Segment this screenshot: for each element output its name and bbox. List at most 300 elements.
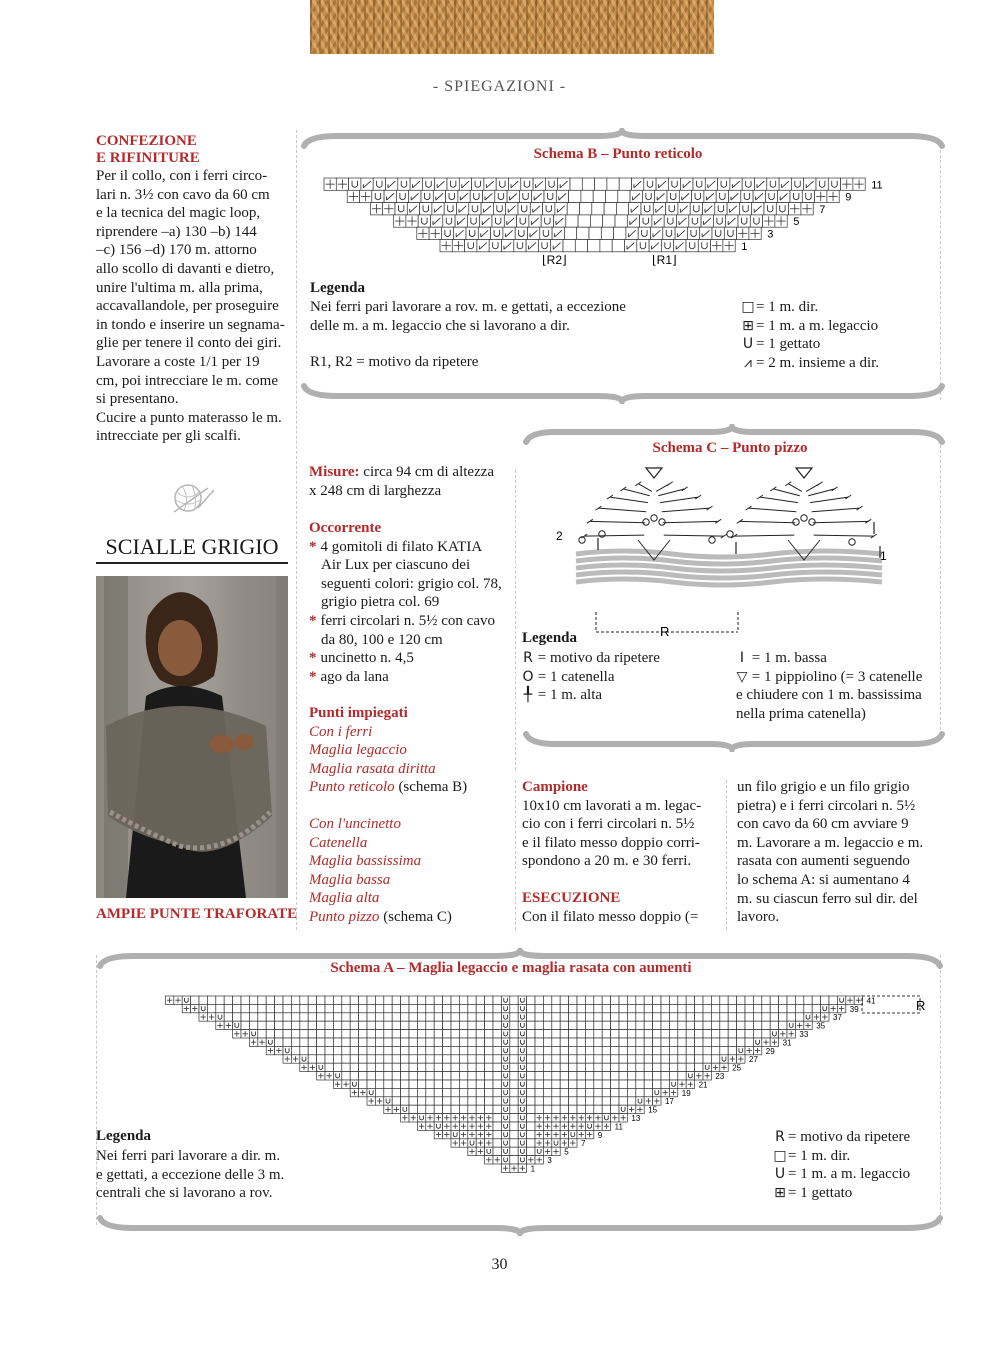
chart-cell [510,1139,518,1147]
chart-cell [636,1097,644,1105]
chart-cell [495,190,507,202]
row-number-label: 17 [665,1097,674,1107]
chart-cell [443,1038,451,1046]
chart-cell [686,1021,694,1029]
chart-cell [409,1046,417,1054]
chart-cell [401,1004,409,1012]
chart-cell [485,1088,493,1096]
chart-cell [199,1004,207,1012]
chart-cell [485,1055,493,1063]
chart-cell [689,215,701,227]
chart-cell [350,1030,358,1038]
chart-cell [451,996,459,1004]
chart-cell [384,1013,392,1021]
chart-cell [317,1046,325,1054]
schema-c-title: Schema C – Punto pizzo [652,440,808,456]
chart-cell [493,1030,501,1038]
chart-cell [770,1004,778,1012]
chart-cell [384,996,392,1004]
chart-cell [510,1072,518,1080]
punti-group2-title: Con l'uncinetto [309,815,401,832]
chart-cell [476,1038,484,1046]
row-number-label: 31 [782,1038,792,1048]
chart-cell [661,1063,669,1071]
chart-cell [718,178,730,190]
row-number-label: 15 [648,1105,658,1115]
chart-cell [501,1130,509,1138]
chart-cell [485,996,493,1004]
chart-cell [514,240,526,252]
chart-cell [333,1004,341,1012]
chart-cell [510,996,518,1004]
chart-cell [828,178,840,190]
schema-b-legend-title: Legenda [310,280,366,296]
symbol-row [522,686,660,705]
chart-cell [585,1004,593,1012]
chart-cell [541,215,553,227]
chart-cell [359,1046,367,1054]
chart-cell [443,1055,451,1063]
chart-cell [560,1013,568,1021]
chart-cell [224,1013,232,1021]
chart-cell [695,1046,703,1054]
chart-cell [350,1013,358,1021]
chart-cell [720,1046,728,1054]
chart-cell [342,1063,350,1071]
yarn-over-icon: ⊞ [774,1184,786,1201]
punto-item [309,778,509,797]
chart-cell [577,1013,585,1021]
chart-cell [493,1122,501,1130]
chart-cell [739,203,751,215]
chart-cell [258,1004,266,1012]
chart-cell [527,1097,535,1105]
chart-cell [501,1013,509,1021]
chart-cell [695,1013,703,1021]
chart-cell [762,1013,770,1021]
double-crochet-icon: ╀ [523,687,533,704]
chart-cell [300,1030,308,1038]
chart-cell [787,996,795,1004]
chart-cell [753,1021,761,1029]
chart-cell [577,1030,585,1038]
chart-cell [350,1080,358,1088]
text-line: Air Lux per ciascuno dei [321,557,471,574]
schema-a-legend-text [96,1147,284,1203]
chart-cell [392,1038,400,1046]
chart-cell [594,1072,602,1080]
chart-cell [349,178,361,190]
punti-section [309,704,509,927]
chart-cell [795,1004,803,1012]
chart-cell [342,996,350,1004]
chart-cell [653,1046,661,1054]
chart-cell [711,1013,719,1021]
chart-cell [569,1004,577,1012]
chart-cell [543,1097,551,1105]
chart-cell [640,215,652,227]
picot-icon: ▽ [736,668,748,685]
chart-cell [695,996,703,1004]
chart-cell [367,996,375,1004]
chart-cell [527,1122,535,1130]
chart-cell [611,996,619,1004]
chart-cell [566,215,578,227]
chart-cell [459,1046,467,1054]
chart-cell [619,1004,627,1012]
chart-cell [258,1013,266,1021]
chart-cell [367,1004,375,1012]
chart-cell [443,1021,451,1029]
chart-cell [384,1004,392,1012]
chart-cell [317,1063,325,1071]
chart-cell [518,203,530,215]
chart-cell [317,1004,325,1012]
chart-cell [350,1055,358,1063]
chart-cell [653,1063,661,1071]
chart-cell [619,1080,627,1088]
text-line: e il filato messo doppio corri- [522,834,700,851]
chart-cell [703,1030,711,1038]
chart-cell [392,996,400,1004]
chart-cell [581,190,593,202]
chart-cell [367,1046,375,1054]
chart-cell [224,1004,232,1012]
row-number-label: 7 [819,203,826,216]
chart-cell [527,1038,535,1046]
chart-cell [501,1021,509,1029]
chart-cell [611,1063,619,1071]
chart-cell [417,1088,425,1096]
chart-cell [737,1038,745,1046]
chart-cell [392,1046,400,1054]
chart-cell [409,996,417,1004]
chart-cell [459,1072,467,1080]
chart-cell [802,190,814,202]
chart-cell [614,227,626,239]
chart-cell [518,1114,526,1122]
chart-cell [678,1046,686,1054]
chart-cell [459,1021,467,1029]
chart-cell [258,1030,266,1038]
chart-cell [409,1105,417,1113]
chart-cell [770,1013,778,1021]
chart-cell [266,1013,274,1021]
chart-cell [638,227,650,239]
chart-cell [493,996,501,1004]
chain-mark [727,531,733,537]
misure-section [309,463,509,500]
chart-cell [577,1046,585,1054]
chart-cell [669,1038,677,1046]
chart-cell [443,1013,451,1021]
chart-cell [715,203,727,215]
chart-cell [527,1055,535,1063]
chart-cell [661,1046,669,1054]
chart-cell [342,1046,350,1054]
chart-cell [742,178,754,190]
chart-cell [409,1021,417,1029]
chart-cell [720,1038,728,1046]
text-line: nella prima catenella) [736,705,866,722]
symbol-text: = 1 gettato [788,1184,853,1201]
chart-cell [585,1122,593,1130]
chart-cell [636,1063,644,1071]
esecuzione-continuation [737,778,937,927]
chart-cell [560,1004,568,1012]
chart-cell [619,1105,627,1113]
chart-cell [367,1088,375,1096]
chart-cell [434,1122,442,1130]
chart-cell [401,1038,409,1046]
chart-cell [686,1072,694,1080]
chart-cell [745,1004,753,1012]
misure-value: circa 94 cm di altezza [363,464,495,480]
chart-cell [451,1063,459,1071]
list-item: * ferri circolari n. 5½ con cavo da 80, 100 e 120 cm [309,612,495,648]
chart-cell [434,1004,442,1012]
chart-cell [342,1004,350,1012]
chart-cell [686,996,694,1004]
symbol-text: = 1 m. dir. [788,1147,851,1164]
misure-line-1 [309,463,509,482]
text-line: rasata con aumenti seguendo [737,853,910,870]
chart-cell [501,1046,509,1054]
chart-cell [577,227,589,239]
chart-cell [518,1097,526,1105]
chart-cell [491,227,503,239]
chart-cell [476,1004,484,1012]
chart-cell [191,996,199,1004]
chart-cell [492,215,504,227]
chart-cell [686,1030,694,1038]
chart-cell [627,1004,635,1012]
chart-cell [686,1013,694,1021]
chart-cell [459,1004,467,1012]
chart-cell [468,1072,476,1080]
schema-a-symbols [772,1128,910,1202]
chart-cell [451,1004,459,1012]
chart-cell [401,1088,409,1096]
chart-cell [570,178,582,190]
chart-cell [485,1080,493,1088]
chart-cell [468,1088,476,1096]
esecuzione-title: ESECUZIONE [522,889,621,906]
chart-cell [589,227,601,239]
chart-cell [737,1004,745,1012]
chart-cell [451,1030,459,1038]
stitch-garter-icon: U [774,1166,786,1183]
chart-cell [594,1004,602,1012]
chart-cell [359,1072,367,1080]
symbol-text: = 1 m. a m. legaccio [756,317,879,334]
text-line: uncinetto n. 4,5 [320,650,414,667]
punto-item: Maglia alta [309,890,380,907]
chart-cell [762,1021,770,1029]
chart-cell [664,215,676,227]
chart-cell [644,1013,652,1021]
stitch-knit-icon: □ [773,1147,787,1164]
chart-cell [627,1097,635,1105]
chart-cell [669,1030,677,1038]
misure-line-2: x 248 cm di larghezza [309,482,442,499]
text-line: Nei ferri pari lavorare a dir. m. [96,1148,281,1164]
chart-cell [501,1080,509,1088]
chart-cell [510,1004,518,1012]
chart-cell [384,1063,392,1071]
chart-cell [627,1055,635,1063]
chart-cell [459,1088,467,1096]
chart-cell [446,190,458,202]
chart-cell [535,1097,543,1105]
chain-mark [849,539,855,545]
chart-cell [535,1063,543,1071]
chart-cell [350,1021,358,1029]
chart-cell [779,1013,787,1021]
chart-cell [703,1013,711,1021]
chart-cell [560,1038,568,1046]
chart-cell [616,203,628,215]
chart-cell [543,1030,551,1038]
chart-cell [779,1021,787,1029]
chart-cell [367,1013,375,1021]
chart-cell [493,1055,501,1063]
chart-cell [585,1063,593,1071]
chart-cell [653,1080,661,1088]
stitch-knit-icon: □ [741,299,755,315]
repeat-label: R [916,998,926,1013]
chart-cell [476,1072,484,1080]
box-b-bottom-bracket [298,380,948,404]
chart-cell [342,1013,350,1021]
chart-cell [569,1021,577,1029]
chart-cell [317,1055,325,1063]
chart-cell [544,190,556,202]
k2tog-icon: ⩘ [744,354,752,371]
chart-cell [510,1114,518,1122]
misure-label: Misure: [309,464,360,480]
chart-cell [476,996,484,1004]
chart-cell [601,227,613,239]
chart-cell [661,1055,669,1063]
row-number-label: 7 [581,1139,586,1149]
chart-cell [779,996,787,1004]
chart-cell [367,1080,375,1088]
chart-cell [510,1097,518,1105]
chart-cell [468,1139,476,1147]
chart-cell [642,190,654,202]
chart-cell [350,1046,358,1054]
chart-cell [593,190,605,202]
chart-cell [569,1072,577,1080]
chart-cell [663,227,675,239]
chart-cell [762,996,770,1004]
chart-cell [342,1055,350,1063]
chart-cell [333,1030,341,1038]
chart-cell [695,1021,703,1029]
chart-cell [384,1046,392,1054]
chart-cell [543,1046,551,1054]
chart-cell [510,1156,518,1164]
chart-cell [644,1063,652,1071]
chart-cell [627,1021,635,1029]
chart-cell [703,1046,711,1054]
chart-cell [308,1013,316,1021]
chart-cell [443,1072,451,1080]
double-crochet-mark [813,521,868,522]
chart-cell [510,1055,518,1063]
chart-cell [653,1088,661,1096]
chart-cell [560,1063,568,1071]
chart-cell [585,996,593,1004]
chart-cell [594,1021,602,1029]
chart-cell [434,996,442,1004]
chart-cell [283,996,291,1004]
chart-cell [669,1013,677,1021]
chart-cell [447,178,459,190]
chart-cell [434,1055,442,1063]
chart-cell [510,1021,518,1029]
chart-cell [468,1004,476,1012]
chart-cell [636,1030,644,1038]
double-crochet-mark [808,489,834,496]
chart-cell [552,1139,560,1147]
symbol-row [772,1128,910,1147]
chart-cell [569,1097,577,1105]
chart-cell [468,1021,476,1029]
chart-cell [765,190,777,202]
chart-cell [703,1021,711,1029]
chart-cell [787,1013,795,1021]
chart-cell [606,190,618,202]
chart-cell [552,1063,560,1071]
occorrente-title: Occorrente [309,520,382,536]
confezione-section [96,133,291,446]
chart-cell [333,1055,341,1063]
chart-cell [451,1088,459,1096]
chart-cell [552,1013,560,1021]
chart-cell [401,1021,409,1029]
chart-cell [493,1013,501,1021]
chart-cell [711,1038,719,1046]
double-crochet-mark [664,535,724,536]
chart-cell [199,996,207,1004]
chart-cell [728,1004,736,1012]
chart-cell [644,1055,652,1063]
chart-cell [493,1072,501,1080]
chart-cell [443,1046,451,1054]
chart-cell [493,203,505,215]
chart-cell [678,1030,686,1038]
chart-cell [661,1021,669,1029]
chart-cell [636,996,644,1004]
chart-cell [443,996,451,1004]
chart-cell [535,1080,543,1088]
chart-cell [585,1030,593,1038]
chart-cell [426,996,434,1004]
chart-cell [417,1072,425,1080]
chart-cell [325,1013,333,1021]
chart-cell [300,1055,308,1063]
symbol-text: = 1 gettato [756,336,821,353]
chart-cell [266,1038,274,1046]
text-line: in tondo e inserire un segnama- [96,316,285,333]
chart-cell [420,203,432,215]
chart-cell [384,1072,392,1080]
box-b-right-border [940,140,941,400]
chart-cell [695,1004,703,1012]
double-crochet-mark [623,489,649,496]
